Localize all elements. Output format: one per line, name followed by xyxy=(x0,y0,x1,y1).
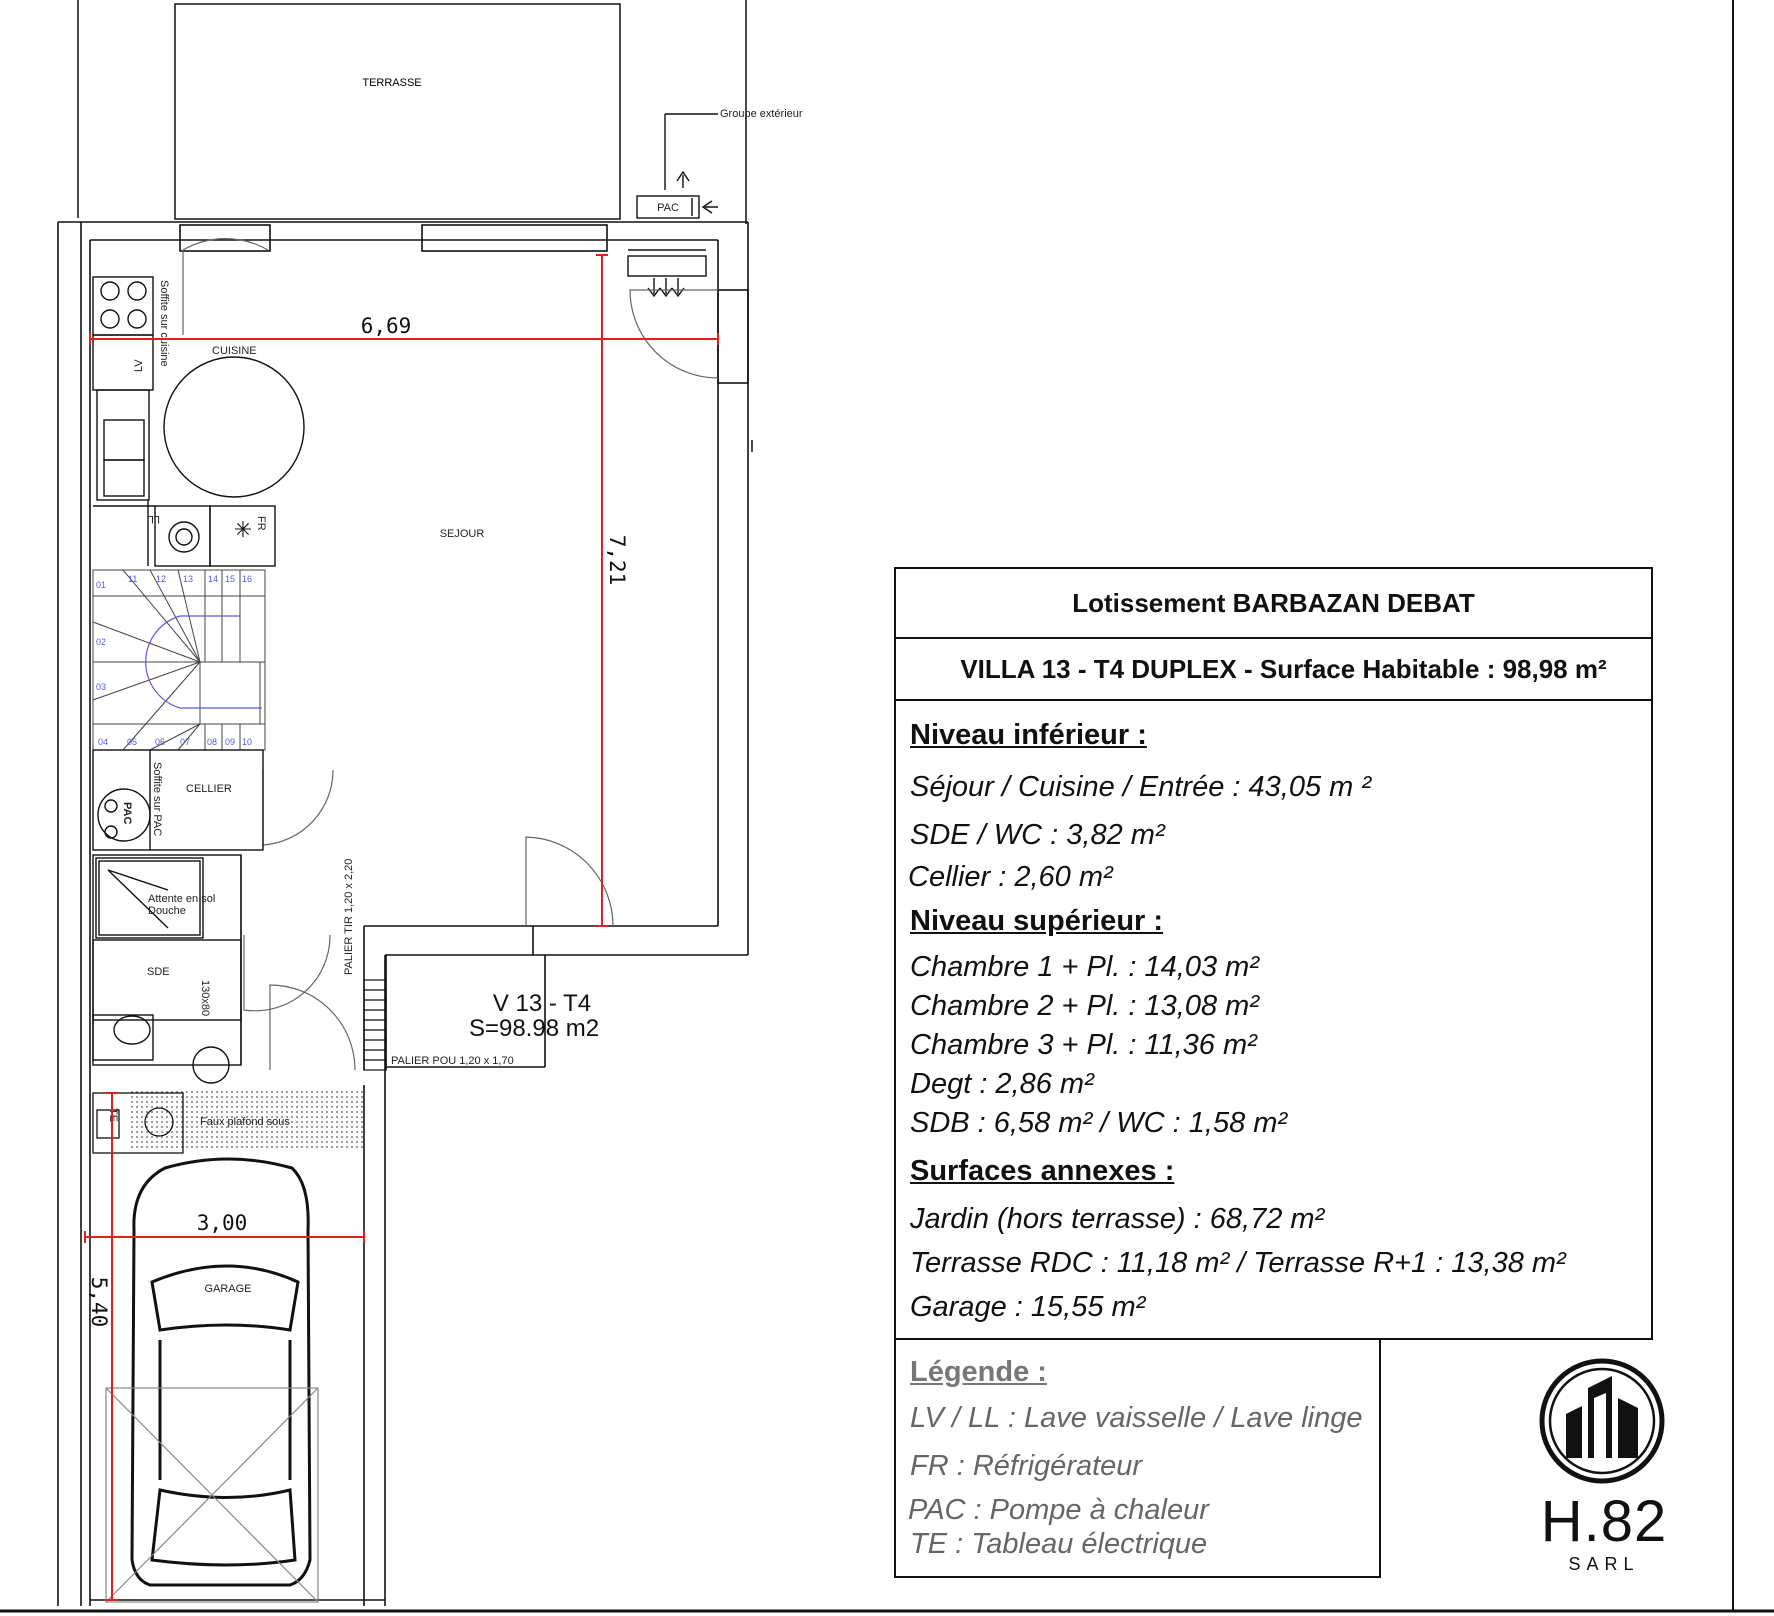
sde-label: SDE xyxy=(147,966,170,978)
stair-step-number: 02 xyxy=(96,637,107,647)
stair-step-number: 11 xyxy=(128,574,138,584)
annex-title: Surfaces annexes : xyxy=(910,1155,1175,1187)
stair-step-number: 08 xyxy=(207,737,218,747)
groupe-exterieur-label: Groupe extérieur xyxy=(720,108,803,120)
dimension-depth-garage: 5,40 xyxy=(87,1276,111,1328)
palier-steps xyxy=(364,980,386,1070)
villa-tag-line1: V 13 - T4 xyxy=(492,990,592,1017)
palier-pou-label: PALIER POU 1,20 x 1,70 xyxy=(391,1055,514,1067)
stair-step-number: 03 xyxy=(96,682,107,692)
upper-item: Degt : 2,86 m² xyxy=(910,1068,1094,1100)
ll-label: LL xyxy=(147,513,160,525)
stair-step-number: 07 xyxy=(180,737,191,747)
stair-step-number: 15 xyxy=(225,574,236,584)
stair-numbers xyxy=(96,574,252,747)
pac-label: PAC xyxy=(121,802,133,825)
legend-item: TE : Tableau électrique xyxy=(910,1528,1208,1560)
cellier xyxy=(93,750,263,850)
pac-unit-label: PAC xyxy=(657,202,679,214)
stair-step-number: 09 xyxy=(225,737,236,747)
surface-table xyxy=(894,567,1653,1340)
company-logo xyxy=(1518,1358,1690,1578)
legend-box xyxy=(894,1338,1381,1578)
legend-item: PAC : Pompe à chaleur xyxy=(908,1494,1209,1526)
upper-item: SDB : 6,58 m² / WC : 1,58 m² xyxy=(910,1107,1288,1139)
stair-step-number: 12 xyxy=(156,574,167,584)
cuisine-label: CUISINE xyxy=(212,345,257,357)
upper-item: Chambre 2 + Pl. : 13,08 m² xyxy=(910,990,1259,1022)
terrasse-label: TERRASSE xyxy=(362,77,422,89)
stair-step-number: 14 xyxy=(208,574,219,584)
annex-item: Terrasse RDC : 11,18 m² / Terrasse R+1 : 13,38 m² xyxy=(910,1247,1566,1279)
upper-item: Chambre 1 + Pl. : 14,03 m² xyxy=(910,951,1259,983)
logo-sub: SARL xyxy=(1568,1554,1640,1574)
dimension-width-main: 6,69 xyxy=(360,314,412,338)
upper-level-title: Niveau supérieur : xyxy=(910,905,1164,937)
logo-name: H.82 xyxy=(1540,1489,1668,1554)
dimension-depth-main: 7,21 xyxy=(605,534,629,586)
stair-step-number: 05 xyxy=(127,737,138,747)
garage-storage-box xyxy=(106,1388,318,1602)
logo-emblem-icon xyxy=(1518,1358,1690,1488)
palier-tir-label: PALIER TIR 1,20 x 2,20 xyxy=(343,858,355,975)
fridge-icon: ✳ xyxy=(233,517,253,542)
villa-tag-line2: S=98.98 m2 xyxy=(468,1015,600,1042)
lower-level-title: Niveau inférieur : xyxy=(910,719,1147,751)
stair-step-number: 10 xyxy=(242,737,253,747)
legend-item: LV / LL : Lave vaisselle / Lave linge xyxy=(910,1402,1363,1434)
stair-step-number: 16 xyxy=(242,574,253,584)
stair-step-number: 13 xyxy=(183,574,194,584)
lower-item: Séjour / Cuisine / Entrée : 43,05 m ² xyxy=(910,771,1371,803)
annex-item: Jardin (hors terrasse) : 68,72 m² xyxy=(910,1203,1325,1235)
soffite-pac-label: Soffite sur PAC xyxy=(151,762,163,837)
project-title: Lotissement BARBAZAN DEBAT xyxy=(896,569,1651,639)
villa-title: VILLA 13 - T4 DUPLEX - Surface Habitable : 98,98 m² xyxy=(896,637,1651,701)
dimension-width-garage: 3,00 xyxy=(196,1211,248,1235)
legend-title: Légende : xyxy=(910,1356,1047,1388)
fr-label: FR xyxy=(255,516,267,531)
legend-item: FR : Réfrigérateur xyxy=(910,1450,1143,1482)
terrasse-area xyxy=(175,4,620,219)
douche-label: Douche xyxy=(148,905,186,917)
lv-label: LV xyxy=(133,359,145,372)
attente-label: Attente en sol xyxy=(148,893,216,905)
soffite-cuisine-label: Soffite sur cuisine xyxy=(158,280,170,367)
annex-item: Garage : 15,55 m² xyxy=(910,1291,1146,1323)
faux-plafond-label: Faux plafond sous xyxy=(200,1116,290,1128)
garage-label: GARAGE xyxy=(204,1283,252,1295)
stair-step-number: 01 xyxy=(96,580,107,590)
sejour-label: SEJOUR xyxy=(439,528,485,540)
staircase xyxy=(93,570,265,750)
dimension-lines xyxy=(85,255,718,1600)
cellier-label: CELLIER xyxy=(186,783,232,795)
shower-dim-label: 130x80 xyxy=(199,980,211,1017)
stair-step-number: 04 xyxy=(98,737,109,747)
kitchen-fixtures xyxy=(93,277,304,566)
upper-item: Chambre 3 + Pl. : 11,36 m² xyxy=(910,1029,1257,1061)
lower-item: Cellier : 2,60 m² xyxy=(908,861,1113,893)
stair-step-number: 06 xyxy=(155,737,166,747)
te-label: TE xyxy=(107,1108,119,1123)
lower-item: SDE / WC : 3,82 m² xyxy=(910,819,1165,851)
